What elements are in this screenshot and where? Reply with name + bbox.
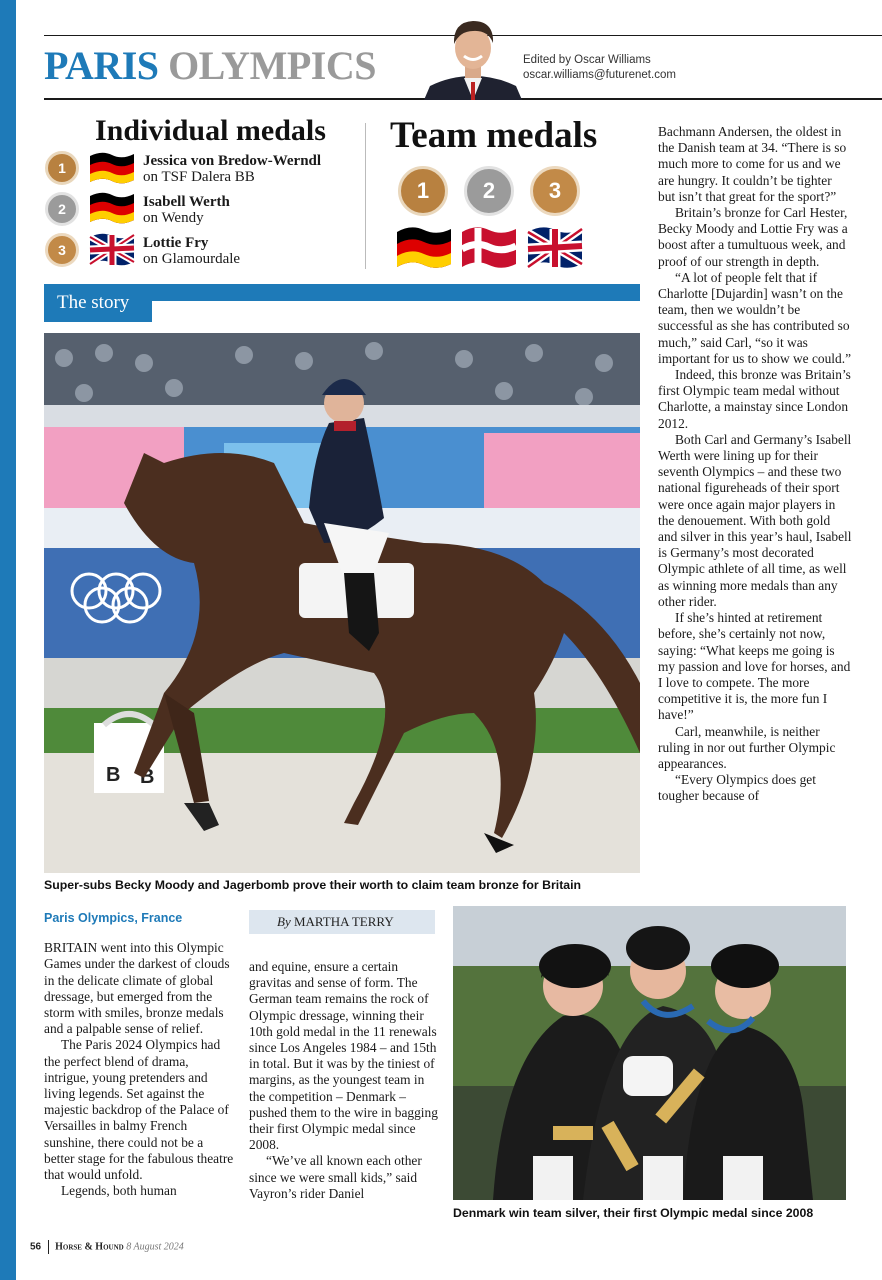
rider-name: Jessica von Bredow-Werndl <box>143 153 322 169</box>
dateline: Paris Olympics, France <box>44 911 183 925</box>
article-paragraph: Bachmann Andersen, the oldest in the Danish team at 34. “There is so much more to come for us and we are hungry. It couldn’t be tighter but isn’t that great for the sport?” <box>658 124 847 204</box>
article-paragraph: “We’ve all known each other since we were small kids,” said Vayron’s rider Daniel <box>249 1153 422 1201</box>
rider-name: Isabell Werth <box>143 194 230 210</box>
rider-horse: on Glamourdale <box>143 251 241 267</box>
editor-portrait <box>420 16 526 100</box>
svg-text:B: B <box>106 764 121 786</box>
article-column-2 <box>249 959 441 1202</box>
photo-caption: Denmark win team silver, their first Olympic medal since 2008 <box>453 1206 814 1220</box>
silver-medal: 2 <box>464 166 514 216</box>
editor-credit <box>523 53 676 83</box>
germany-flag-icon <box>88 150 136 186</box>
dressage-photo <box>44 333 640 873</box>
team-medals-heading: Team medals <box>390 115 598 156</box>
germany-flag-icon <box>395 224 453 272</box>
editor-email[interactable]: oscar.williams@futurenet.com <box>523 69 676 81</box>
article-paragraph: Britain’s bronze for Carl Hester, Becky Moody and Lottie Fry was a boost after a tumultuous week, and proof of our strength in depth. <box>658 205 848 269</box>
photo-caption: Super-subs Becky Moody and Jagerbomb prove their worth to claim team bronze for Britain <box>44 878 582 892</box>
rider-horse: on Wendy <box>143 210 204 226</box>
section-title <box>44 44 376 88</box>
article-column-3 <box>658 124 852 805</box>
title-olympics: OLYMPICS <box>168 43 376 88</box>
article-paragraph: If she’s hinted at retirement before, she’s certainly not now, saying: “What keeps me going is my passion and love for horses, and I love to compete. The more competitive it is, the more fun I have!” <box>658 610 851 723</box>
silver-medal: 2 <box>45 192 79 226</box>
magazine-name: Horse & Hound <box>55 1241 124 1253</box>
page-footer <box>30 1240 184 1254</box>
byline <box>249 910 435 934</box>
medals-divider <box>365 123 366 269</box>
article-paragraph: The Paris 2024 Olympics had the perfect blend of drama, intrigue, young pretenders and living legends. Set against the majestic backdrop of the Palace of Versailles in balmy French sunshine, there could not be a better stage for the fabulous theatre that would unfold. <box>44 1037 234 1183</box>
article-paragraph: “A lot of people felt that if Charlotte [Dujardin] wasn’t on the team, then we wouldn’t be successful as she has contributed so much,” said Carl, “so it was important for us to show we could.” <box>658 269 852 366</box>
article-paragraph: “Every Olympics does get tougher because of <box>658 772 816 804</box>
issue-date: 8 August 2024 <box>126 1241 184 1253</box>
union-jack-flag-icon <box>526 224 584 272</box>
article-paragraph: Both Carl and Germany’s Isabell Werth were lining up for their seventh Olympics – and these two national figureheads of their sport were once again major players in the denouement. With both gold and silver in this year’s haul, Isabell is Germany’s most decorated Olympic athlete of all time, as well as winning more medals than any other rider. <box>658 431 852 609</box>
story-label: The story <box>44 284 152 322</box>
denmark-flag-icon <box>460 224 518 272</box>
article-paragraph: Indeed, this bronze was Britain’s first Olympic team medal without Charlotte, a mainstay since London 2012. <box>658 367 851 431</box>
editor-name: Edited by Oscar Williams <box>523 54 651 66</box>
left-accent-bar <box>0 0 16 1280</box>
article-paragraph: and equine, ensure a certain gravitas and sense of form. The German team remains the rock of Olympic dressage, winning their 10th gold medal in the 11 renewals since Los Angeles 1984 – and 15th in total. But it was by the tiniest of margins, as the youngest team in the competition – Denmark – pushed them to the wire in bagging their first Olympic medal since 2008. <box>249 959 438 1153</box>
gold-medal: 1 <box>398 166 448 216</box>
bronze-medal: 3 <box>45 233 79 267</box>
gold-medal: 1 <box>45 151 79 185</box>
rider-horse: on TSF Dalera BB <box>143 169 255 185</box>
article-paragraph: Carl, meanwhile, is neither ruling in nor out further Olympic appearances. <box>658 723 836 771</box>
article-paragraph: Legends, both human <box>61 1183 177 1199</box>
byline-prefix: By <box>277 914 291 929</box>
title-paris: PARIS <box>44 43 159 88</box>
rider-name: Lottie Fry <box>143 235 209 251</box>
page-number: 56 <box>30 1241 42 1253</box>
article-paragraph: BRITAIN went into this Olympic Games under the darkest of clouds in the delicate climate of global dressage, but emerged from the storm with smiles, bronze medals and a palpable sense of relief. <box>44 940 230 1037</box>
article-column-1 <box>44 910 236 1199</box>
svg-text:B: B <box>140 766 155 788</box>
denmark-team-photo <box>453 906 846 1200</box>
bronze-medal: 3 <box>530 166 580 216</box>
germany-flag-icon <box>88 190 136 226</box>
union-jack-flag-icon <box>88 231 136 269</box>
byline-name: MARTHA TERRY <box>293 914 394 929</box>
story-bar-gap <box>152 301 640 322</box>
individual-medals-heading: Individual medals <box>95 114 326 147</box>
